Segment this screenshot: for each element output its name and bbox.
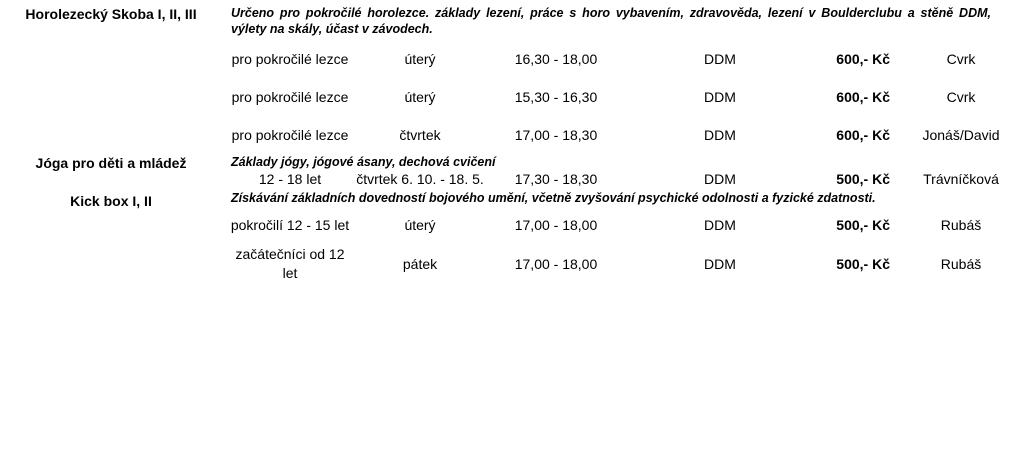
level-cell: pro pokročilé lezce	[231, 88, 349, 105]
price-cell: 500,- Kč	[836, 255, 890, 272]
place-cell: DDM	[704, 171, 736, 187]
time-cell: 15,30 - 16,30	[514, 88, 598, 105]
time-cell: 16,30 - 18,00	[514, 50, 598, 67]
price-cell: 500,- Kč	[836, 171, 890, 187]
time-cell: 17,00 - 18,00	[514, 216, 598, 233]
time-cell: 17,00 - 18,30	[514, 126, 598, 143]
level-cell: 12 - 18 let	[258, 171, 322, 187]
course-title-joga: Jóga pro děti a mládež	[35, 155, 187, 171]
price-cell: 500,- Kč	[836, 216, 890, 233]
time-cell: 17,30 - 18,30	[514, 171, 598, 187]
price-cell: 600,- Kč	[836, 50, 890, 67]
day-cell: úterý	[404, 50, 436, 67]
teacher-cell: Trávníčková	[923, 171, 999, 187]
course-description-joga: Základy jógy, jógové ásany, dechová cvičení	[231, 155, 496, 169]
place-cell: DDM	[704, 216, 736, 233]
level-cell: pokročilí 12 - 15 let	[230, 216, 350, 233]
level-cell: pro pokročilé lezce	[231, 50, 349, 67]
teacher-cell: Cvrk	[946, 50, 976, 67]
place-cell: DDM	[704, 50, 736, 67]
level-cell: pro pokročilé lezce	[231, 126, 349, 143]
level-cell: začátečníci od 12 let	[235, 246, 345, 281]
day-cell: čtvrtek 6. 10. - 18. 5.	[356, 171, 484, 187]
course-description-kickbox: Získávání základních dovedností bojového umění, včetně zvyšování psychické odolnosti a fyzické zdatnosti.	[231, 191, 876, 205]
course-title-kickbox: Kick box I, II	[70, 193, 152, 209]
place-cell: DDM	[704, 126, 736, 143]
price-cell: 600,- Kč	[836, 88, 890, 105]
price-cell: 600,- Kč	[836, 126, 890, 143]
teacher-cell: Jonáš/David	[922, 126, 1000, 143]
teacher-cell: Cvrk	[946, 88, 976, 105]
place-cell: DDM	[704, 255, 736, 272]
time-cell: 17,00 - 18,00	[514, 255, 598, 272]
day-cell: čtvrtek	[399, 126, 441, 143]
day-cell: pátek	[402, 255, 438, 272]
day-cell: úterý	[404, 216, 436, 233]
course-description-horolezecky: Určeno pro pokročilé horolezce. základy lezení, práce s horo vybavením, zdravověda, lezení v Boulderclubu a stěně DDM, výlety na skály, účast v závodech.	[231, 6, 991, 36]
teacher-cell: Rubáš	[940, 255, 982, 272]
day-cell: úterý	[404, 88, 436, 105]
place-cell: DDM	[704, 88, 736, 105]
teacher-cell: Rubáš	[940, 216, 982, 233]
course-title-horolezecky: Horolezecký Skoba I, II, III	[25, 6, 197, 22]
